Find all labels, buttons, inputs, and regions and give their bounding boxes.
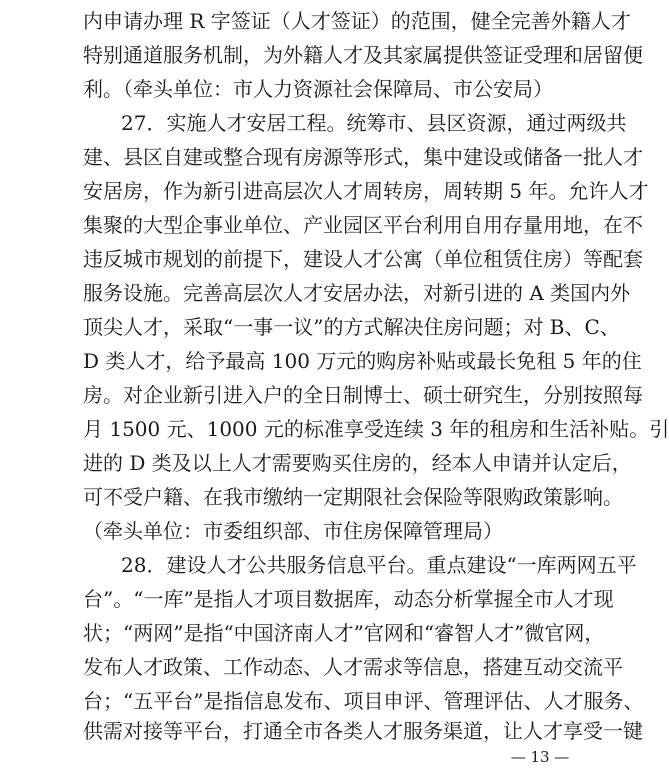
text-line-13: 月 1500 元、1000 元的标准享受连续 3 年的租房和生活补贴。引 — [83, 417, 669, 441]
text-line-2: 特别通道服务机制，为外籍人才及其家属提供签证受理和居留便 — [83, 43, 643, 67]
text-line-12: 房。对企业新引进入户的全日制博士、硕士研究生，分别按照每 — [83, 383, 643, 407]
text-line-7: 集聚的大型企事业单位、产业园区平台利用自用存量用地，在不 — [83, 213, 643, 237]
text-line-9: 服务设施。完善高层次人才安居办法，对新引进的 A 类国内外 — [83, 281, 631, 305]
item-27-heading-line: 27．实施人才安居工程。统筹市、县区资源，通过两级共 — [121, 111, 627, 135]
item-28-heading-line: 28．建设人才公共服务信息平台。重点建设“一库两网五平 — [121, 553, 637, 577]
page-number: — 13 — — [510, 748, 570, 766]
text-line-8: 违反城市规划的前提下，建设人才公寓（单位租赁住房）等配套 — [83, 247, 643, 271]
text-line-18: 台”。“一库”是指人才项目数据库，动态分析掌握全市人才现 — [83, 587, 614, 611]
text-line-22: 供需对接等平台，打通全市各类人才服务渠道，让人才享受一键 — [83, 719, 643, 743]
text-line-3: 利。（牵头单位：市人力资源社会保障局、市公安局） — [83, 77, 553, 101]
text-line-21: 台；“五平台”是指信息发布、项目申评、管理评估、人才服务、 — [83, 689, 644, 713]
text-line-1: 内申请办理 R 字签证（人才签证）的范围，健全完善外籍人才 — [83, 9, 631, 33]
text-line-15: 可不受户籍、在我市缴纳一定期限社会保险等限购政策影响。 — [83, 485, 623, 509]
text-line-20: 发布人才政策、工作动态、人才需求等信息，搭建互动交流平 — [83, 655, 623, 679]
text-line-10: 顶尖人才，采取“一事一议”的方式解决住房问题；对 B、C、 — [83, 315, 620, 339]
text-line-19: 状；“两网”是指“中国济南人才”官网和“睿智人才”微官网， — [83, 621, 605, 645]
text-line-14: 进的 D 类及以上人才需要购买住房的，经本人申请并认定后， — [83, 451, 632, 475]
text-line-6: 安居房，作为新引进高层次人才周转房，周转期 5 年。允许人才 — [83, 179, 649, 203]
text-line-11: D 类人才，给予最高 100 万元的购房补贴或最长免租 5 年的住 — [83, 349, 642, 373]
text-line-5: 建、县区自建或整合现有房源等形式，集中建设或储备一批人才 — [83, 145, 643, 169]
text-line-16: （牵头单位：市委组织部、市住房保障管理局） — [83, 519, 503, 543]
